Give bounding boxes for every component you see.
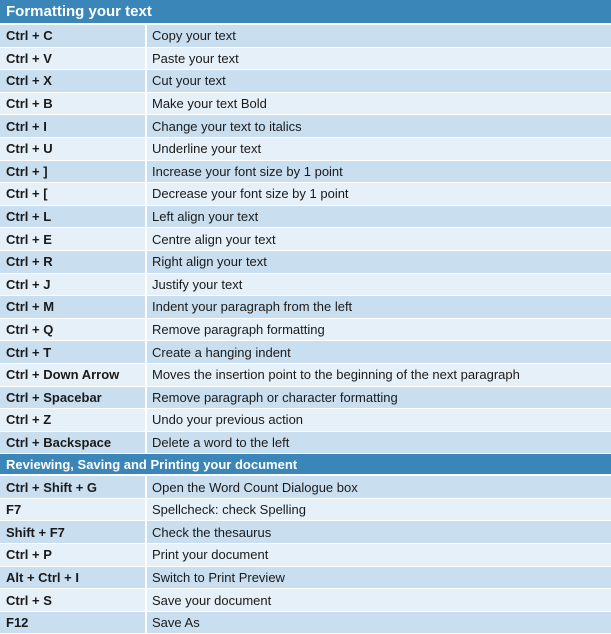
shortcut-key: Ctrl + V bbox=[0, 48, 147, 70]
shortcut-key: Ctrl + I bbox=[0, 115, 147, 137]
table-row bbox=[0, 115, 611, 138]
section-header-reviewing bbox=[0, 454, 611, 476]
shortcut-action: Decrease your font size by 1 point bbox=[147, 183, 611, 205]
shortcut-action: Justify your text bbox=[147, 274, 611, 296]
table-row bbox=[0, 48, 611, 71]
table-row bbox=[0, 589, 611, 612]
table-row bbox=[0, 432, 611, 455]
shortcut-action: Make your text Bold bbox=[147, 93, 611, 115]
shortcut-action: Paste your text bbox=[147, 48, 611, 70]
shortcut-key: Ctrl + Z bbox=[0, 409, 147, 431]
table-row bbox=[0, 567, 611, 590]
table-row bbox=[0, 476, 611, 499]
shortcut-action: Copy your text bbox=[147, 25, 611, 47]
table-row bbox=[0, 409, 611, 432]
shortcut-key: F7 bbox=[0, 499, 147, 521]
table-row bbox=[0, 296, 611, 319]
table-row bbox=[0, 499, 611, 522]
table-row bbox=[0, 161, 611, 184]
table-row bbox=[0, 521, 611, 544]
shortcut-action: Undo your previous action bbox=[147, 409, 611, 431]
shortcut-key: Ctrl + S bbox=[0, 589, 147, 611]
table-row bbox=[0, 544, 611, 567]
shortcut-action: Underline your text bbox=[147, 138, 611, 160]
table-row bbox=[0, 387, 611, 410]
shortcut-key: Ctrl + Q bbox=[0, 319, 147, 341]
table-row bbox=[0, 228, 611, 251]
shortcut-key: Ctrl + U bbox=[0, 138, 147, 160]
table-row bbox=[0, 25, 611, 48]
shortcut-key: Alt + Ctrl + I bbox=[0, 567, 147, 589]
shortcut-key: Ctrl + P bbox=[0, 544, 147, 566]
shortcut-key: Ctrl + C bbox=[0, 25, 147, 47]
shortcut-action: Right align your text bbox=[147, 251, 611, 273]
shortcut-action: Remove paragraph or character formatting bbox=[147, 387, 611, 409]
shortcut-action: Cut your text bbox=[147, 70, 611, 92]
shortcut-action: Spellcheck: check Spelling bbox=[147, 499, 611, 521]
shortcut-action: Print your document bbox=[147, 544, 611, 566]
table-row bbox=[0, 274, 611, 297]
table-row bbox=[0, 138, 611, 161]
shortcut-action: Delete a word to the left bbox=[147, 432, 611, 454]
shortcut-action: Moves the insertion point to the beginning of the next paragraph bbox=[147, 364, 611, 386]
shortcut-action: Save your document bbox=[147, 589, 611, 611]
table-row bbox=[0, 364, 611, 387]
shortcut-key: Ctrl + B bbox=[0, 93, 147, 115]
table-row bbox=[0, 93, 611, 116]
shortcut-key: Ctrl + J bbox=[0, 274, 147, 296]
table-row bbox=[0, 612, 611, 634]
shortcut-action: Increase your font size by 1 point bbox=[147, 161, 611, 183]
shortcut-key: Ctrl + R bbox=[0, 251, 147, 273]
shortcut-action: Save As bbox=[147, 612, 611, 634]
section-title: Reviewing, Saving and Printing your document bbox=[6, 456, 298, 472]
shortcut-action: Left align your text bbox=[147, 206, 611, 228]
shortcut-key: Ctrl + L bbox=[0, 206, 147, 228]
shortcut-key: Ctrl + X bbox=[0, 70, 147, 92]
shortcut-action: Centre align your text bbox=[147, 228, 611, 250]
shortcut-key: Ctrl + [ bbox=[0, 183, 147, 205]
section-title: Formatting your text bbox=[6, 3, 152, 20]
shortcut-key: Ctrl + E bbox=[0, 228, 147, 250]
section-header-formatting bbox=[0, 0, 611, 25]
shortcut-action: Open the Word Count Dialogue box bbox=[147, 476, 611, 498]
shortcut-key: Shift + F7 bbox=[0, 521, 147, 543]
shortcut-key: F12 bbox=[0, 612, 147, 634]
shortcut-key: Ctrl + M bbox=[0, 296, 147, 318]
table-row bbox=[0, 319, 611, 342]
table-row bbox=[0, 183, 611, 206]
shortcut-key: Ctrl + ] bbox=[0, 161, 147, 183]
shortcut-action: Check the thesaurus bbox=[147, 521, 611, 543]
shortcut-key: Ctrl + T bbox=[0, 341, 147, 363]
shortcut-key: Ctrl + Down Arrow bbox=[0, 364, 147, 386]
table-row bbox=[0, 341, 611, 364]
shortcut-action: Change your text to italics bbox=[147, 115, 611, 137]
shortcut-key: Ctrl + Spacebar bbox=[0, 387, 147, 409]
shortcut-action: Switch to Print Preview bbox=[147, 567, 611, 589]
table-row bbox=[0, 206, 611, 229]
table-row bbox=[0, 70, 611, 93]
shortcut-action: Create a hanging indent bbox=[147, 341, 611, 363]
table-row bbox=[0, 251, 611, 274]
shortcut-action: Remove paragraph formatting bbox=[147, 319, 611, 341]
shortcut-key: Ctrl + Shift + G bbox=[0, 476, 147, 498]
shortcut-action: Indent your paragraph from the left bbox=[147, 296, 611, 318]
shortcut-key: Ctrl + Backspace bbox=[0, 432, 147, 454]
